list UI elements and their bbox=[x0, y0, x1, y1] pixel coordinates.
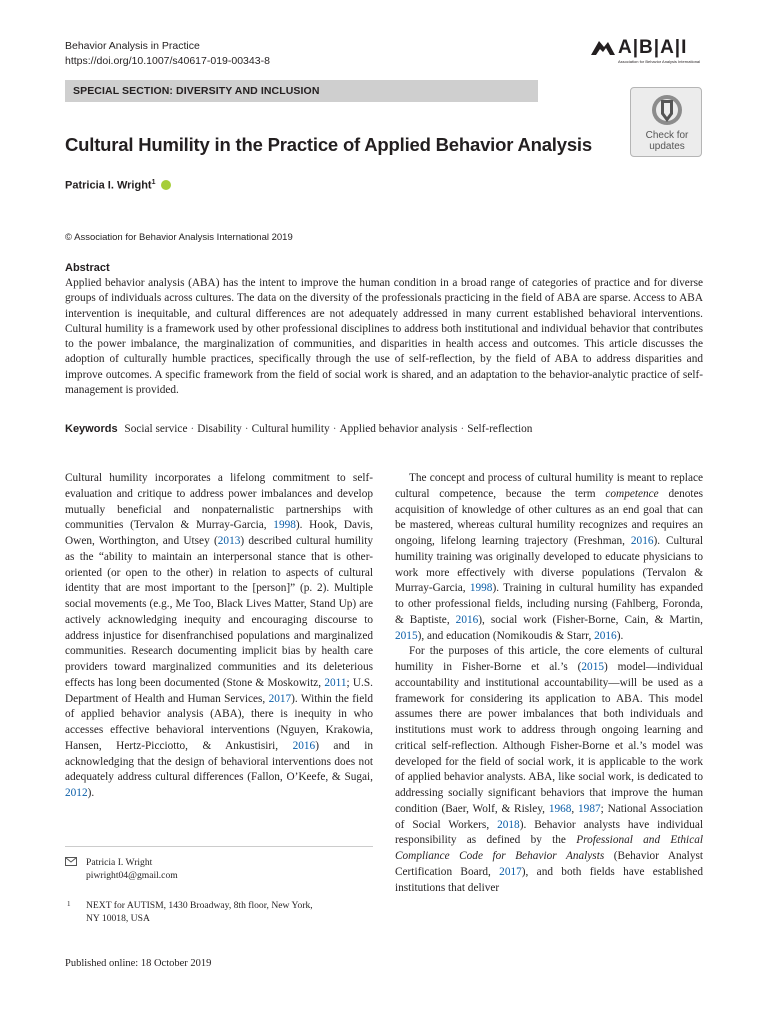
journal-name: Behavior Analysis in Practice bbox=[65, 40, 200, 52]
footnote-divider bbox=[65, 846, 373, 847]
keyword-separator: · bbox=[332, 423, 337, 435]
author-name[interactable]: Patricia I. Wright bbox=[65, 179, 152, 192]
abstract-heading: Abstract bbox=[65, 262, 110, 274]
author-line bbox=[65, 179, 171, 192]
citation-link[interactable]: 2016 bbox=[292, 739, 316, 752]
citation-link[interactable]: 1998 bbox=[273, 519, 296, 532]
body-emphasis: Professional and Ethical Compliance Code for Behavior Analysts bbox=[395, 834, 703, 862]
body-text: ), and education (Nomikoudis & Starr, bbox=[417, 629, 595, 642]
body-text: ; U.S. Department of Health and Human Services, bbox=[65, 676, 373, 705]
body-text: ) described cultural humility as the “ability to maintain an interpersonal stance that is other-oriented (or open to the other) in relation to aspects of cultural identity that are most important to the [person]” (p. 2). Multiple social movements (e.g., Me Too, Black Lives Matter, Stand Up) are actively acknowledging inequity and encouraging discourse to address injustice for disenfranchised populations and marginalized communities. Research documenting implicit bias by health care providers toward marginalized communities and its deleterious effects has long been documented (Stone & Moskowitz, bbox=[65, 535, 374, 689]
keyword-separator: · bbox=[460, 423, 465, 435]
doi-link[interactable]: https://doi.org/10.1007/s40617-019-00343-8 bbox=[65, 55, 270, 67]
affiliation-mark: 1 bbox=[67, 900, 71, 908]
citation-link[interactable]: 2017 bbox=[268, 692, 292, 705]
article-title: Cultural Humility in the Practice of Applied Behavior Analysis bbox=[65, 134, 592, 155]
envelope-icon bbox=[65, 857, 77, 870]
body-text: ). bbox=[616, 629, 624, 642]
keyword-item: Applied behavior analysis bbox=[339, 423, 458, 435]
citation-link[interactable]: 2011 bbox=[324, 676, 347, 689]
body-text: ). Training in cultural humility has expanded to other professional fields, including nursing (Fahlberg, Foronda, & Baptiste, bbox=[395, 582, 703, 626]
body-text: ) model—individual accountability and institutional accountability—will be used as a framework for considering its application to ABA. This model assumes there are power imbalances that both individuals and institutions must work to address through ongoing learning and critical self-reflection. Although Fisher-Borne et al.’s model was developed for the field of social work, it is applicable to the work of applied behavior analysts. ABA, like social work, is dedicated to addressing socially significant behaviors that improve the human condition (Baer, Wolf, & Risley, bbox=[395, 661, 703, 815]
body-column-left bbox=[65, 471, 373, 802]
keyword-separator: · bbox=[244, 423, 249, 435]
citation-link[interactable]: 2018 bbox=[497, 818, 520, 831]
body-column-right bbox=[395, 471, 703, 896]
abai-logo-icon bbox=[590, 37, 616, 59]
citation-link[interactable]: 1987 bbox=[578, 802, 601, 815]
citation-link[interactable]: 2016 bbox=[594, 629, 617, 642]
abai-logo bbox=[590, 37, 702, 67]
body-text: ) and in acknowledging that the design of behavioral interventions does not adequately address cultural differences (Fallon, O’Keefe, & Sugai, bbox=[65, 739, 373, 784]
citation-link[interactable]: 2016 bbox=[630, 535, 654, 547]
body-text: (Behavior Analyst Certification Board, bbox=[395, 850, 704, 878]
citation-link[interactable]: 2017 bbox=[499, 865, 522, 878]
body-text: , bbox=[571, 802, 579, 815]
abai-logo-text: A|B|A|I bbox=[618, 37, 688, 58]
keyword-separator: · bbox=[190, 423, 195, 435]
check-updates-line2: updates bbox=[649, 141, 685, 152]
body-emphasis: competence bbox=[605, 487, 659, 500]
body-text: ). bbox=[87, 787, 95, 799]
body-text: For the purposes of this article, the core elements of cultural humility in Fisher-Borne et al.’s ( bbox=[395, 645, 703, 673]
body-paragraph bbox=[65, 471, 373, 802]
keywords-label: Keywords bbox=[65, 423, 118, 435]
citation-link[interactable]: 2015 bbox=[581, 661, 604, 673]
body-text: Cultural humility incorporates a lifelong commitment to self-evaluation and critique to address power imbalances and develop mutually beneficial and nonpaternalistic partnerships with communities (Tervalon & Murray-Garcia, bbox=[65, 472, 373, 532]
contact-name: Patricia I. Wright bbox=[86, 857, 153, 868]
body-text: The concept and process of cultural humility is meant to replace cultural competence, because the term bbox=[395, 472, 703, 500]
published-date: Published online: 18 October 2019 bbox=[65, 958, 212, 969]
body-text: ). Cultural humility training was originally developed to educate physicians to work more effectively with diverse populations (Tervalon & Murray-Garcia, bbox=[395, 535, 704, 595]
author-affil-mark: 1 bbox=[151, 179, 156, 186]
body-text: denotes acquisition of knowledge of other cultures as an end goal that can be mastered, whereas cultural humility recognizes and requires an ongoing, lifelong learning trajectory (Freshman, bbox=[395, 487, 703, 547]
body-text: ). Hook, Davis, Owen, Worthington, and Utsey ( bbox=[65, 519, 373, 547]
citation-link[interactable]: 1998 bbox=[469, 582, 493, 595]
body-text: ), and both fields have established institutions that deliver bbox=[395, 865, 703, 894]
keyword-item: Self-reflection bbox=[467, 423, 533, 435]
body-text: ). Within the field of applied behavior analysis (ABA), there is inequity in who accesses effective behavioral interventions (Nguyen, Krakowia, Hansen, Hertz-Picciotto, & Ankustisiri, bbox=[65, 692, 373, 752]
abai-logo-subtitle: Association for Behavior Analysis International bbox=[618, 59, 701, 64]
citation-link[interactable]: 1968 bbox=[548, 802, 572, 815]
check-for-updates-badge[interactable] bbox=[630, 87, 702, 157]
keyword-item: Disability bbox=[197, 423, 242, 435]
body-paragraph bbox=[395, 644, 703, 896]
body-text: ). Behavior analysts have individual responsibility as defined by the bbox=[395, 818, 703, 847]
abstract-text: Applied behavior analysis (ABA) has the intent to improve the human condition in a broad range of categories of practice and for diverse groups of individuals across cultures. The data on the diversity of the professionals practicing in the field of ABA are sparse. Access to ABA intervention is inequitable, and cultural differences are not adequately addressed in many current established behavioral interventions. Cultural humility is a framework used by other professional disciplines to address both institutional and individual behavior that contributes to the power imbalance, the marginalization of communities, and disparities in health access and outcomes. This article discusses the adoption of culturally humble practices, specifically through the use of self-reflection, by the field of ABA to address disparities and improve outcomes. A specific framework from the field of social work is shared, and an adaptation to the behavior-analytic practice of self-management is provided. bbox=[65, 277, 703, 397]
section-label: SPECIAL SECTION: DIVERSITY AND INCLUSION bbox=[65, 80, 538, 102]
citation-link[interactable]: 2013 bbox=[217, 535, 241, 547]
contact-email[interactable]: piwright04@gmail.com bbox=[86, 870, 178, 881]
citation-link[interactable]: 2015 bbox=[395, 629, 418, 642]
keyword-item: Social service bbox=[124, 423, 188, 435]
body-text: ; National Association of Social Workers, bbox=[395, 802, 703, 831]
citation-link[interactable]: 2016 bbox=[455, 613, 479, 626]
body-paragraph bbox=[395, 471, 703, 644]
body-text: ), social work (Fisher-Borne, Cain, & Martin, bbox=[478, 613, 703, 626]
keyword-item: Cultural humility bbox=[251, 423, 330, 435]
check-updates-line1: Check for bbox=[645, 130, 689, 141]
copyright-line: © Association for Behavior Analysis International 2019 bbox=[65, 232, 293, 243]
citation-link[interactable]: 2012 bbox=[65, 787, 88, 799]
keywords-line bbox=[65, 423, 705, 435]
orcid-icon[interactable] bbox=[161, 180, 171, 190]
affiliation-text: NEXT for AUTISM, 1430 Broadway, 8th floor, New York, NY 10018, USA bbox=[86, 900, 313, 924]
